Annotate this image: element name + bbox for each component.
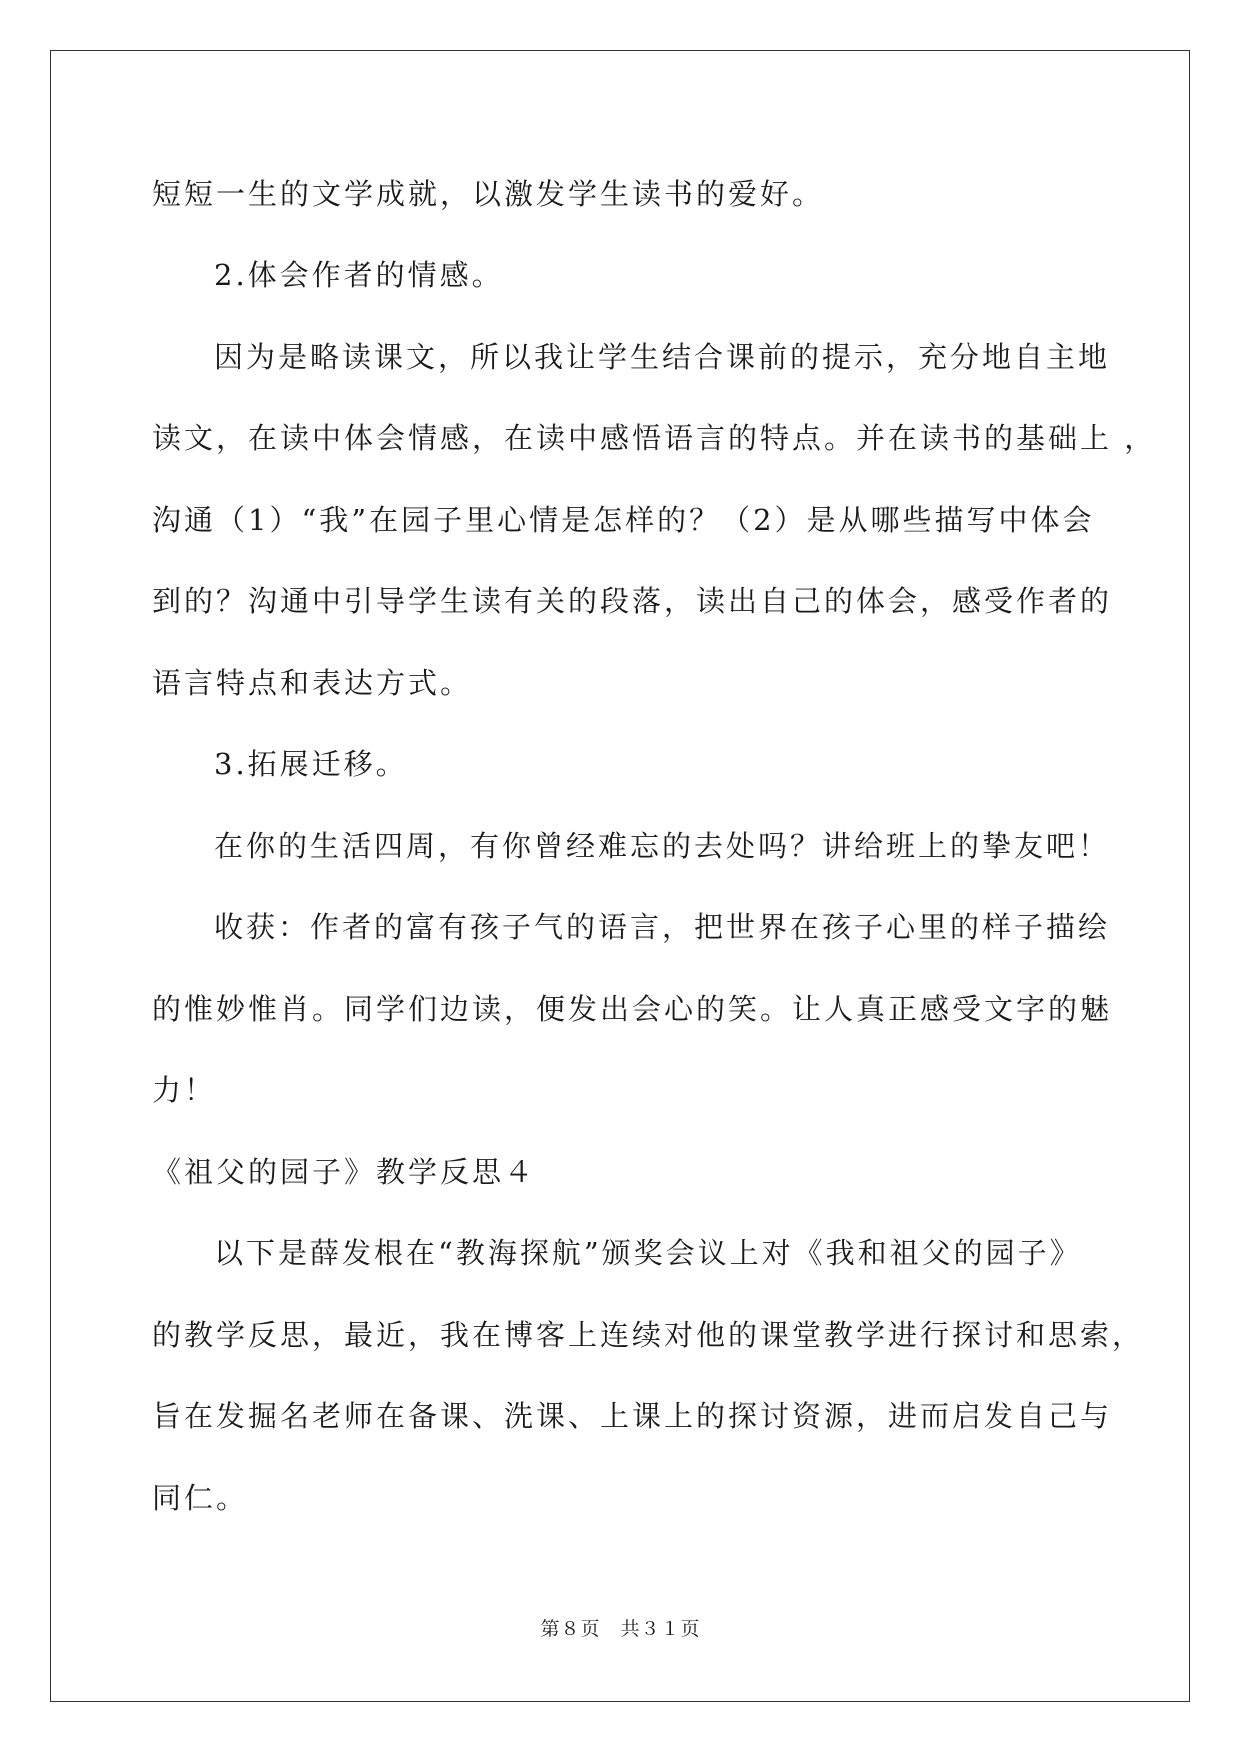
paragraph-line: 力！ [152,1073,217,1107]
article-title: 《祖父的园子》教学反思４ [152,1155,537,1189]
paragraph-line: 语言特点和表达方式。 [152,666,473,700]
paragraph-line: 以下是薛发根在“教海探航”颁奖会议上对《我和祖父的园子》 [214,1236,1082,1270]
paragraph-line: 短短一生的文学成就，以激发学生读书的爱好。 [152,177,825,211]
paragraph-line: 读文，在读中体会情感，在读中感悟语言的特点。并在读书的基础上 ， [152,421,1157,455]
paragraph-line: 收获：作者的富有孩子气的语言，把世界在孩子心里的样子描绘 [214,910,1111,944]
section-heading: 2.体会作者的情感。 [214,258,504,292]
paragraph-line: 沟通（1）“我”在园子里心情是怎样的？（2）是从哪些描写中体会 [152,503,1095,537]
paragraph-line: 的教学反思，最近，我在博客上连续对他的课堂教学进行探讨和思索， [152,1318,1145,1352]
section-heading: 3.拓展迁移。 [214,747,408,781]
page-border [50,50,1190,1702]
paragraph-line: 旨在发掘名老师在备课、洗课、上课上的探讨资源，进而启发自己与 [152,1399,1113,1433]
paragraph-line: 到的？沟通中引导学生读有关的段落，读出自己的体会，感受作者的 [152,584,1113,618]
page-number-footer: 第８页 共３１页 [540,1618,701,1640]
paragraph-line: 在你的生活四周，有你曾经难忘的去处吗？讲给班上的挚友吧！ [214,829,1111,863]
paragraph-line: 的惟妙惟肖。同学们边读，便发出会心的笑。让人真正感受文字的魅 [152,992,1113,1026]
paragraph-line: 因为是略读课文，所以我让学生结合课前的提示，充分地自主地 [214,340,1111,374]
paragraph-line: 同仁。 [152,1481,249,1515]
